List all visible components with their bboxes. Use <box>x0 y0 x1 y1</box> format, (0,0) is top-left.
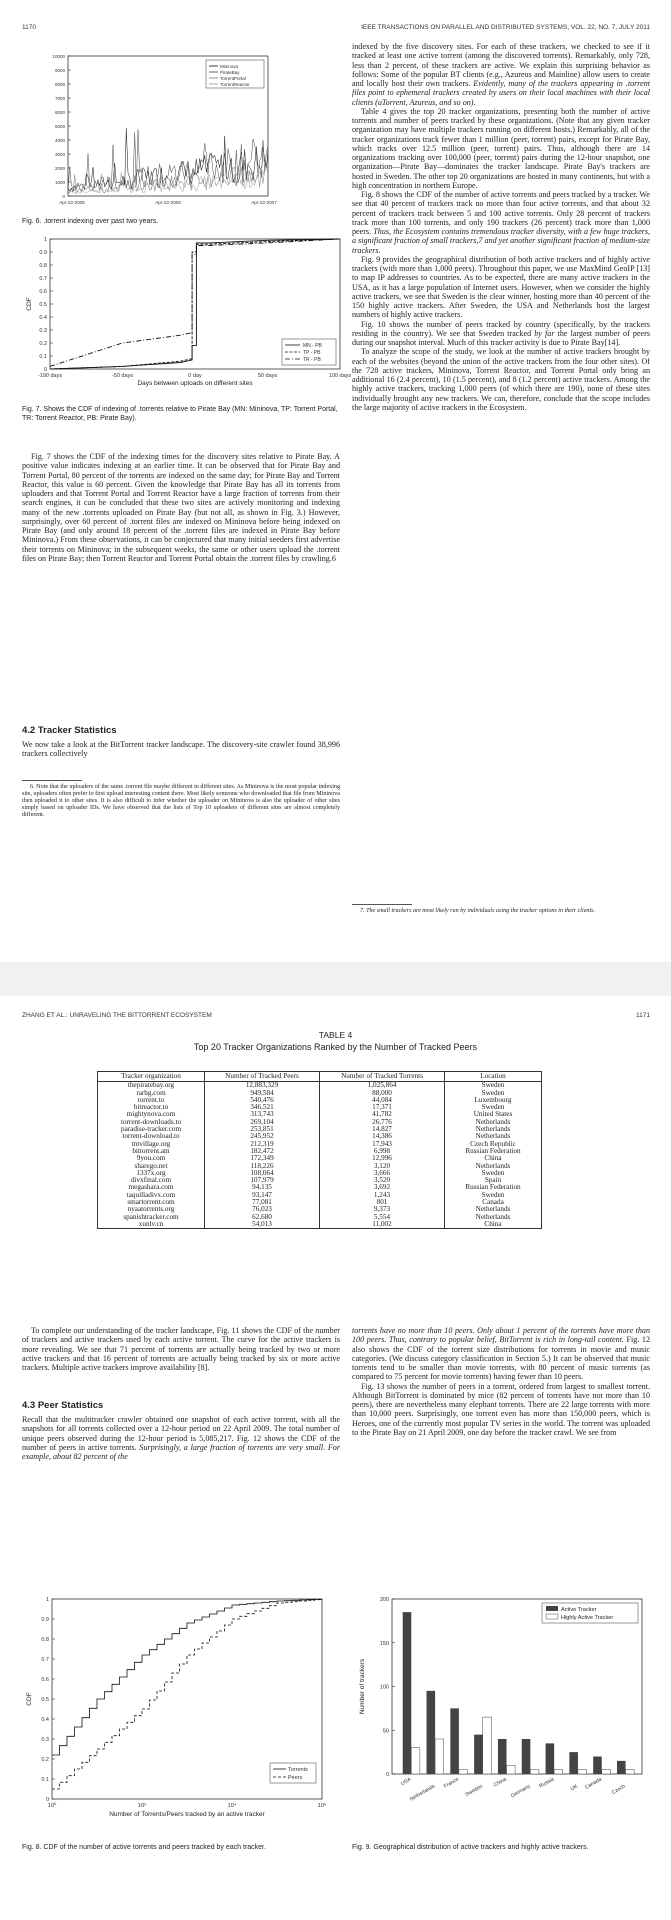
scope-discussion: To analyze the scope of the study, we look at the number of active trackers brought by each of the websites (beyond the union of the active trackers from the four other sites). Of the 728 active trackers, Mininova, Torrent Reactor, and Torrent Portal only bring an additional 16 (2.4 percent), 10 (1.5 percent), and 8 (1.2 percent) active trackers. Among the highly active trackers, tracking 1,000 peers (of which there are 190), none of these sites individually brought any new trackers. We can, therefore, conclude that the scope includes the large majority of active trackers in the Ecosystem. <box>352 347 650 412</box>
table-cell: 41,782 <box>320 1111 445 1118</box>
x-tick-label: Canada <box>584 1776 603 1791</box>
table-cell: 182,472 <box>205 1148 320 1155</box>
table-cell: 3,120 <box>320 1163 445 1170</box>
table-cell: Spain <box>445 1177 542 1184</box>
y-tick-label: 0 <box>385 1772 389 1778</box>
x-tick-label: China <box>492 1776 508 1789</box>
table-cell: paradise-tracker.com <box>98 1126 205 1133</box>
bar-highly-active <box>626 1770 635 1774</box>
table-cell: 346,521 <box>205 1104 320 1111</box>
table-cell: Russian Federation <box>445 1148 542 1155</box>
table-cell: 62,680 <box>205 1214 320 1221</box>
x-axis-label: Days between uploads on different sites <box>137 380 253 387</box>
y-tick-label: 0.1 <box>41 1777 49 1783</box>
bar-active <box>569 1752 578 1774</box>
fig10-text-b: the largest number of peers during our snapshot interval. Much of this tracker activity is due to Pirate Bay[14]. <box>352 328 650 347</box>
y-tick-label: 0.5 <box>39 302 47 308</box>
footnote-rule-right <box>352 904 412 905</box>
table-cell: rarbg.com <box>98 1090 205 1097</box>
y-tick-label: 200 <box>379 1597 389 1603</box>
table-cell: Netherlands <box>445 1126 542 1133</box>
y-tick-label: 3000 <box>54 152 65 157</box>
table-cell: bittorrent.am <box>98 1148 205 1155</box>
page2-right-column <box>352 1326 650 1437</box>
table-cell: 3,666 <box>320 1170 445 1177</box>
table-cell: torrent.to <box>98 1097 205 1104</box>
table-cell: China <box>445 1155 542 1162</box>
bar-active <box>546 1743 555 1774</box>
table-cell: 17,943 <box>320 1141 445 1148</box>
y-tick-label: 0.4 <box>41 1717 49 1723</box>
cdf-line <box>52 1599 322 1755</box>
bar-active <box>403 1612 412 1774</box>
table-cell: megashara.com <box>98 1184 205 1191</box>
x-tick-label: Sweden <box>464 1783 484 1799</box>
y-tick-label: 100 <box>379 1684 389 1691</box>
fig8-caption: Fig. 8. CDF of the number of active torrents and peers tracked by each tracker. <box>22 1844 266 1851</box>
table-cell: 1337x.org <box>98 1170 205 1177</box>
long-tail-text: Fig. 12 also shows the CDF of the torrent size distributions for torrents in movie and music categories. (We discuss category classification in Section 5.) It can be observed that music torrents tend to be smaller than movie torrents, with 80 percent of music torrents (as compared to 75 percent for movie torrents) having fewer than 10 peers. <box>352 1335 650 1382</box>
fig10-text-a: Fig. 10 shows the number of peers tracked by country (specifically, by the trackers residing in the country). We see that Sweden tracked <box>352 319 650 338</box>
y-axis-label: CDF <box>26 1692 33 1706</box>
col-header: Tracker organization <box>98 1072 205 1082</box>
x-tick-label: 0 day <box>188 373 202 379</box>
y-tick-label: 0.3 <box>39 328 47 334</box>
table-cell: smartorrent.com <box>98 1199 205 1206</box>
bar-active <box>593 1757 602 1775</box>
y-tick-label: 0.9 <box>39 250 47 256</box>
table-cell: 88,000 <box>320 1090 445 1097</box>
table4-wrapper <box>97 1071 542 1229</box>
table-cell: 107,979 <box>205 1177 320 1184</box>
legend-label: PirateBay <box>220 70 240 75</box>
x-tick-label: Germany <box>509 1783 532 1800</box>
table-cell: thepiratebay.org <box>98 1082 205 1090</box>
running-head-2: ZHANG ET AL.: UNRAVELING THE BITTORRENT ECOSYSTEM <box>22 1012 212 1019</box>
y-axis-label: CDF <box>26 297 33 311</box>
table4-title: Top 20 Tracker Organizations Ranked by the Number of Tracked Peers <box>193 1042 478 1052</box>
y-tick-label: 0.6 <box>41 1677 49 1683</box>
table-cell: 26,776 <box>320 1119 445 1126</box>
table-row <box>98 1221 542 1229</box>
fig9-chart <box>352 1593 652 1833</box>
table-cell: 93,147 <box>205 1192 320 1199</box>
x-tick-label: USA <box>400 1776 413 1788</box>
trackers-paragraph <box>352 42 650 107</box>
table-cell: 94,135 <box>205 1184 320 1191</box>
table4 <box>97 1071 542 1229</box>
legend-label: Torrents <box>288 1767 308 1773</box>
fig8-emphasis: Thus, the Ecosystem contains tremendous tracker diversity, with a few huge trackers, a significant fraction of small trackers,7 and yet another significant fraction of medium-size trackers. <box>352 227 651 255</box>
bar-highly-active <box>602 1770 611 1774</box>
table-cell: 54,013 <box>205 1221 320 1229</box>
table-cell: xunlv.cn <box>98 1221 205 1229</box>
fig6-caption: Fig. 6. .torrent indexing over past two years. <box>22 218 159 225</box>
bar-active <box>617 1761 626 1774</box>
legend-swatch <box>546 1614 558 1619</box>
bar-highly-active <box>411 1748 420 1774</box>
y-tick-label: 0.3 <box>41 1737 49 1743</box>
x-tick-label: Netherlands <box>408 1783 437 1803</box>
table-cell: Canada <box>445 1199 542 1206</box>
y-axis-label: Number of trackers <box>359 1658 366 1715</box>
table-cell: Sweden <box>445 1170 542 1177</box>
table-cell: 44,084 <box>320 1097 445 1104</box>
x-tick-label: 10² <box>137 1803 147 1809</box>
y-tick-label: 9000 <box>54 68 65 73</box>
bar-highly-active <box>435 1739 444 1774</box>
table-cell: 9you.com <box>98 1155 205 1162</box>
fig8-chart <box>22 1593 332 1833</box>
page-number-2: 1171 <box>636 1012 650 1019</box>
long-tail-emphasis: torrents have no more than 10 peers. Only about 1 percent of the torrents have more than 100 peers. Thus, contrary to popular belief, BitTorrent is rich in long-tail content. <box>352 1326 650 1345</box>
legend-label: TR - PB <box>303 357 321 363</box>
y-tick-label: 0.9 <box>41 1617 49 1623</box>
bar-active <box>522 1739 531 1774</box>
table-cell: Netherlands <box>445 1133 542 1140</box>
y-tick-label: 0.7 <box>39 276 47 282</box>
y-tick-label: 8000 <box>54 82 65 87</box>
y-tick-label: 0.7 <box>41 1657 49 1663</box>
table-cell: 3,520 <box>320 1177 445 1184</box>
section-4-2-title: 4.2 Tracker Statistics <box>22 725 117 736</box>
fig13-discussion: Fig. 13 shows the number of peers in a torrent, ordered from largest to smallest torrent. Although BitTorrent is dominated by mice (82 percent of torrents have not more than 10 peers), there are nevertheless many elephant torrents. There are 22 large torrents with more than 10,000 peers. Surprisingly, one torrent even has more than 150,000 peers, which is Heroes, one of the currently most popular TV series in the world. The torrent was uploaded to the Pirate Bay on 21 April 2009, one day before the tracker crawl. We see from <box>352 1381 650 1437</box>
y-tick-label: 0.2 <box>41 1757 49 1763</box>
x-tick-label: Czech <box>610 1783 627 1797</box>
y-tick-label: 10000 <box>52 54 65 59</box>
table-cell: divxfinal.com <box>98 1177 205 1184</box>
x-axis-label: Number of Torrents/Peers tracked by an active tracker <box>109 1811 265 1818</box>
bar-active <box>427 1691 436 1774</box>
col-header: Location <box>445 1072 542 1082</box>
table-cell: 3,692 <box>320 1184 445 1191</box>
table-cell: 77,081 <box>205 1199 320 1206</box>
table-cell: tntvillage.org <box>98 1141 205 1148</box>
table-cell: 17,371 <box>320 1104 445 1111</box>
table-cell: bitreactor.to <box>98 1104 205 1111</box>
table-cell: 313,743 <box>205 1111 320 1118</box>
table-cell: Russian Federation <box>445 1184 542 1191</box>
peer-stats-text: Recall that the multitracker crawler obtained one snapshot of each active torrent, with all the snapshots for all torrents collected over a 12-hour period on 22 April 2009. The total number of unique peers observed during the 12-hour period is 5,085,217. Fig. 12 shows the CDF of the number of peers in active torrents. <box>22 1415 340 1452</box>
x-tick-label: 10⁶ <box>317 1803 327 1809</box>
legend-label: Active Tracker <box>561 1607 597 1613</box>
table-cell: nyaatorrents.org <box>98 1206 205 1213</box>
table-cell: Sweden <box>445 1104 542 1111</box>
y-tick-label: 4000 <box>54 138 65 143</box>
table-cell: 172,349 <box>205 1155 320 1162</box>
table-cell: torrent-downloads.to <box>98 1119 205 1126</box>
y-tick-label: 0 <box>45 1797 49 1803</box>
x-tick-label: Apr-22-2005 <box>59 200 85 205</box>
fig9-caption: Fig. 9. Geographical distribution of active trackers and highly active trackers. <box>352 1844 589 1851</box>
bar-active <box>498 1739 507 1774</box>
y-tick-label: 0.8 <box>39 263 47 269</box>
x-tick-label: -50 days <box>111 373 134 379</box>
fig8-text: Fig. 8 shows the CDF of the number of active torrents and peers tracked by a tracker. We see that 40 percent of trackers track no more than four active torrents, and that about 32 percent of trackers track between 5 and 100 active torrents. Only 28 percent of trackers track more than 100 torrents, and only 190 trackers (26 percent) track more than 1,000 peers. <box>352 190 650 236</box>
table-cell: Sweden <box>445 1082 542 1090</box>
fig7-chart <box>22 233 352 395</box>
table-cell: Netherlands <box>445 1119 542 1126</box>
bar-highly-active <box>554 1770 563 1774</box>
y-tick-label: 7000 <box>54 96 65 101</box>
y-tick-label: 1 <box>45 1597 49 1603</box>
fig10-discussion <box>352 320 650 348</box>
table-cell: 118,226 <box>205 1163 320 1170</box>
table-cell: 12,996 <box>320 1155 445 1162</box>
y-tick-label: 0.4 <box>39 315 47 321</box>
y-tick-label: 1 <box>43 237 47 243</box>
col-header: Number of Tracked Peers <box>205 1072 320 1082</box>
table-cell: mightynova.com <box>98 1111 205 1118</box>
running-head: IEEE TRANSACTIONS ON PARALLEL AND DISTRIBUTED SYSTEMS, VOL. 22, NO. 7, JULY 2011 <box>361 24 650 31</box>
footnote-6-text: 6. Note that the uploaders of the same .torrent file maybe different in different sites. As Mininova is the most popular indexing site, uploaders often prefer to first upload interesting content there. Most likely someone who downloaded that file from Mininova then uploaded it to other sites. It is also difficult to infer whether the uploader on Mininova is also the uploader of other sites simply based on uploader IDs. We have observed that the lists of Top 10 uploaders of different sites are almost completely different. <box>22 784 340 818</box>
x-tick-label: Apr-22-2007 <box>251 200 277 205</box>
y-tick-label: 5000 <box>54 124 65 129</box>
table-cell: 6,998 <box>320 1148 445 1155</box>
table-cell: torrent-download.to <box>98 1133 205 1140</box>
bar-active <box>474 1735 483 1774</box>
y-tick-label: 50 <box>382 1728 389 1735</box>
fig8-discussion <box>352 190 650 255</box>
table-cell: 12,883,329 <box>205 1082 320 1090</box>
page1-right-column <box>352 42 650 412</box>
fig6-chart <box>44 52 332 212</box>
table-header-row <box>98 1072 542 1082</box>
table-cell: Sweden <box>445 1090 542 1097</box>
y-tick-label: 0 <box>62 194 65 199</box>
footnote-7 <box>352 908 650 915</box>
table-cell: 540,476 <box>205 1097 320 1104</box>
table-cell: Czech Republic <box>445 1141 542 1148</box>
footnote-rule <box>22 780 82 781</box>
x-tick-label: 100 days <box>328 373 352 379</box>
table-cell: 11,002 <box>320 1221 445 1229</box>
table-cell: 1,243 <box>320 1192 445 1199</box>
fig10-emphasis: by far <box>534 328 555 338</box>
y-tick-label: 150 <box>379 1640 389 1647</box>
fig11-discussion: To complete our understanding of the tracker landscape, Fig. 11 shows the CDF of the number of trackers and active trackers used by each active torrent. The curve for the active trackers is more revealing. We see that 71 percent of torrents are actually being tracked by two or more active trackers and that 16 percent of torrents are actually being tracked by six or more active trackers. Multiple active trackers improve availability [8]. <box>22 1326 340 1372</box>
table-cell: 14,386 <box>320 1133 445 1140</box>
table-row <box>98 1214 542 1221</box>
y-tick-label: 6000 <box>54 110 65 115</box>
footnote-7-text: 7. The small trackers are most likely run by individuals using the tracker options in their clients. <box>360 908 596 914</box>
bar-highly-active <box>459 1770 468 1774</box>
table-cell: spanishtracker.com <box>98 1214 205 1221</box>
table-cell: 76,023 <box>205 1206 320 1213</box>
table-cell: 801 <box>320 1199 445 1206</box>
x-tick-label: 10⁰ <box>47 1803 57 1809</box>
bar-active <box>450 1708 459 1774</box>
footnote-6 <box>22 784 340 819</box>
table-cell: 108,064 <box>205 1170 320 1177</box>
y-tick-label: 0.5 <box>41 1697 49 1703</box>
trackers-emphasis: Evidently, many of the trackers appearing in .torrent files point to ephemeral trackers created by users on their local machines with their local clients (uTorrent, Azureus, and so on). <box>352 79 650 107</box>
table-cell: Netherlands <box>445 1206 542 1213</box>
x-tick-label: 10⁴ <box>227 1803 237 1809</box>
table-cell: 949,584 <box>205 1090 320 1097</box>
bar-highly-active <box>530 1770 539 1774</box>
y-tick-label: 0.6 <box>39 289 47 295</box>
y-tick-label: 0.2 <box>39 341 47 347</box>
x-tick-label: France <box>442 1776 460 1790</box>
section-4-2-body <box>22 740 340 759</box>
table-cell: Netherlands <box>445 1214 542 1221</box>
table-cell: 14,827 <box>320 1126 445 1133</box>
legend-label: TP - PB <box>303 350 321 356</box>
page1-left-column <box>22 452 340 563</box>
table-cell: 212,319 <box>205 1141 320 1148</box>
table-cell: 245,952 <box>205 1133 320 1140</box>
bar-highly-active <box>578 1770 587 1774</box>
peer-stats-emphasis: Surprisingly, a large fraction of torrents are very small. For example, about 82 percent of the <box>22 1442 340 1461</box>
x-tick-label: Apr-22-2006 <box>155 200 181 205</box>
x-tick-label: UK <box>569 1783 579 1793</box>
legend-swatch <box>546 1606 558 1611</box>
x-tick-label: 50 days <box>257 373 278 379</box>
legend-label: Mininova <box>220 64 239 69</box>
y-tick-label: 0.1 <box>39 354 47 360</box>
table-cell: 253,851 <box>205 1126 320 1133</box>
table-cell: 1,025,864 <box>320 1082 445 1090</box>
table4-label: TABLE 4 <box>318 1030 353 1040</box>
long-tail-paragraph <box>352 1326 650 1382</box>
table-cell: 5,554 <box>320 1214 445 1221</box>
bar-highly-active <box>483 1717 492 1774</box>
page2-left-column <box>22 1326 340 1372</box>
y-tick-label: 0.8 <box>41 1637 49 1643</box>
x-tick-label: Russia <box>538 1776 556 1790</box>
legend-label: Highly Active Tracker <box>561 1615 614 1621</box>
table-cell: Netherlands <box>445 1163 542 1170</box>
page-separator <box>0 962 671 996</box>
fig7-discussion: Fig. 7 shows the CDF of the indexing times for the discovery sites relative to Pirate Bay. A positive value indicates indexing at an earlier time. It can be observed that for Pirate Bay and Torrent Portal, 80 percent of the torrents are indexed on the same day; for Pirate Bay and Torrent Reactor, this value is 60 percent. Given the knowledge that Pirate Bay has all its torrents from uploaders and that Torrent Portal and Torrent Reactor have a large fraction of torrents from their search engines, it can be concluded that these two sites are actively monitoring and indexing many of the new .torrents uploaded on Pirate Bay (but not all, as shown in Fig. 3.) However, surprisingly, over 60 percent of .torrent files are indexed on Mininova before being indexed on Pirate Bay (and only around 18 percent of the .torrent files are indexed in Pirate Bay before Mininova.) From these observations, it can be conjectured that many initial seeders first advertise their torrents on Mininova; in the subsequent weeks, the same or other users upload the .torrent files on Pirate Bay; then Torrent Reactor and Torrent Portal obtain the .torrent files by crawling.6 <box>22 452 340 563</box>
legend-label: MN - PB <box>303 343 322 349</box>
y-tick-label: 2000 <box>54 166 65 171</box>
legend-label: Peers <box>288 1775 303 1781</box>
table-cell: Sweden <box>445 1192 542 1199</box>
table-cell: United States <box>445 1111 542 1118</box>
legend-label: TorrentPortal <box>220 76 246 81</box>
section-4-2-text: We now take a look at the BitTorrent tracker landscape. The discovery-site crawler found 38,996 trackers collectively <box>22 740 340 759</box>
col-header: Number of Tracked Torrents <box>320 1072 445 1082</box>
table-cell: China <box>445 1221 542 1229</box>
bar-highly-active <box>507 1765 516 1774</box>
page-number: 1170 <box>22 24 36 31</box>
table-cell: sharego.net <box>98 1163 205 1170</box>
y-tick-label: 0 <box>43 367 47 373</box>
section-4-3-body <box>22 1415 340 1461</box>
trackers-text: indexed by the five discovery sites. For each of these trackers, we checked to see if it tracked at least one active torrent (among the discovered torrents). Remarkably, only 728, less than 2 percent, of these trackers are active. We explain this surprising behavior as follows: Some of the popular BT clients (e.g., Azureus and Mainline) allow users to create and locally host their own trackers. <box>352 42 650 88</box>
section-4-3-title: 4.3 Peer Statistics <box>22 1400 104 1411</box>
y-tick-label: 1000 <box>54 180 65 185</box>
fig9-discussion: Fig. 9 provides the geographical distribution of both active trackers and of highly active trackers (with more than 1,000 peers). Throughout this paper, we use MaxMind GeoIP [13] to map IP addresses to countries. As to be expected, there are many active trackers in the USA, as it has a large population of Internet users. However, when we consider the highly active trackers, we see that Sweden is the clear winner, hosting more than 40 percent of the 150 highly active trackers. After Sweden, the USA and Netherlands host the largest numbers of highly active trackers. <box>352 254 650 320</box>
x-tick-label: -100 days <box>37 373 63 379</box>
legend-label: TorrentReactor <box>220 82 250 87</box>
table-cell: 9,373 <box>320 1206 445 1213</box>
table-cell: Luxembourg <box>445 1097 542 1104</box>
peer-stats-paragraph <box>22 1415 340 1461</box>
table4-discussion: Table 4 gives the top 20 tracker organizations, presenting both the number of active torrents and number of peers tracked by these organizations. (Note that any given tracker organization may have multiple trackers running on different hosts.) Remarkably, all of the tracker organizations track fewer than 1 million (peer, torrent) pairs, except for Pirate Bay, which tracks over 12.5 million (peer, torrent) pairs. Thus, although there are 14 organizations tracking over 100,000 (peer, torrent) pairs during the 12-hour snapshot, one organization—Pirate Bay—dominates the tracker landscape. Pirate Bay's trackers are hosted in Sweden. The other top 20 organizations are hosted in many continents, but with a high concentration in northern Europe. <box>352 106 650 190</box>
table-cell: taquilladivx.com <box>98 1192 205 1199</box>
series-line <box>68 129 268 191</box>
table-cell: 269,104 <box>205 1119 320 1126</box>
fig7-caption: Fig. 7. Shows the CDF of indexing of .torrents relative to Pirate Bay (MN: Mininova, TP: Torrent Portal, TR: Torrent Reactor, PB: Pirate Bay). <box>22 406 338 422</box>
